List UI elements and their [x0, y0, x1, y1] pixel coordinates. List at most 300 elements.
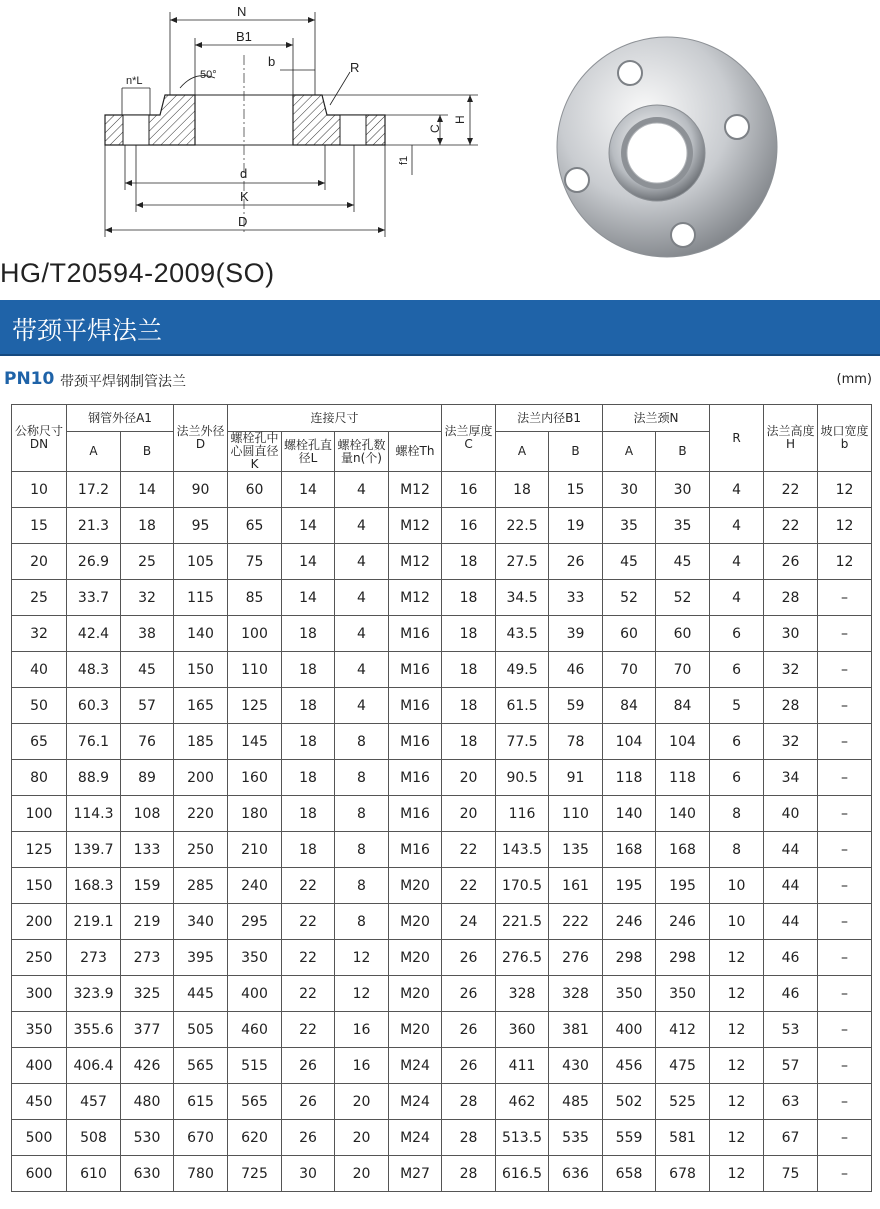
- table-row: [12, 580, 872, 616]
- table-cell: M16: [389, 616, 442, 652]
- table-cell: 30: [282, 1156, 335, 1192]
- table-cell: 300: [12, 976, 67, 1012]
- table-cell: 26: [282, 1048, 335, 1084]
- table-cell: 46: [764, 940, 818, 976]
- table-cell: 44: [764, 868, 818, 904]
- table-cell: 139.7: [67, 832, 121, 868]
- dim-label-b: b: [268, 54, 276, 69]
- table-cell: 59: [549, 688, 603, 724]
- table-cell: 658: [603, 1156, 656, 1192]
- header-r: R: [710, 405, 764, 472]
- table-cell: 325: [121, 976, 174, 1012]
- table-cell: 4: [335, 688, 389, 724]
- table-cell: M16: [389, 652, 442, 688]
- table-cell: –: [818, 904, 872, 940]
- table-cell: 600: [12, 1156, 67, 1192]
- table-cell: 4: [710, 544, 764, 580]
- table-cell: 508: [67, 1120, 121, 1156]
- table-cell: 246: [656, 904, 710, 940]
- table-cell: 18: [282, 724, 335, 760]
- table-cell: 328: [496, 976, 549, 1012]
- table-cell: 12: [818, 544, 872, 580]
- table-cell: 222: [549, 904, 603, 940]
- table-cell: 85: [228, 580, 282, 616]
- table-cell: 44: [764, 904, 818, 940]
- table-row: [12, 760, 872, 796]
- table-row: [12, 508, 872, 544]
- table-cell: 125: [228, 688, 282, 724]
- table-cell: 33: [549, 580, 603, 616]
- table-cell: 12: [818, 472, 872, 508]
- table-cell: M16: [389, 688, 442, 724]
- table-cell: 28: [442, 1120, 496, 1156]
- table-cell: 46: [549, 652, 603, 688]
- table-cell: 8: [335, 868, 389, 904]
- table-cell: 400: [228, 976, 282, 1012]
- table-cell: 10: [12, 472, 67, 508]
- table-cell: 16: [442, 472, 496, 508]
- table-cell: 12: [710, 1156, 764, 1192]
- table-cell: 219: [121, 904, 174, 940]
- table-cell: 513.5: [496, 1120, 549, 1156]
- table-cell: 60: [603, 616, 656, 652]
- table-cell: 88.9: [67, 760, 121, 796]
- table-cell: 116: [496, 796, 549, 832]
- banner-title: 带颈平焊法兰: [12, 316, 163, 345]
- table-cell: 12: [710, 1012, 764, 1048]
- table-row: [12, 688, 872, 724]
- table-cell: 20: [12, 544, 67, 580]
- table-cell: 298: [656, 940, 710, 976]
- table-cell: 210: [228, 832, 282, 868]
- table-cell: 32: [764, 652, 818, 688]
- table-cell: 12: [335, 976, 389, 1012]
- dim-label-h: H: [453, 115, 467, 124]
- table-cell: 65: [228, 508, 282, 544]
- table-cell: 159: [121, 868, 174, 904]
- dim-label-d-large: D: [238, 214, 248, 229]
- table-cell: 480: [121, 1084, 174, 1120]
- table-cell: 610: [67, 1156, 121, 1192]
- table-cell: 400: [603, 1012, 656, 1048]
- table-cell: 581: [656, 1120, 710, 1156]
- table-cell: M20: [389, 904, 442, 940]
- table-row: [12, 1012, 872, 1048]
- table-cell: M20: [389, 940, 442, 976]
- table-cell: 565: [174, 1048, 228, 1084]
- table-cell: 35: [603, 508, 656, 544]
- table-cell: 45: [603, 544, 656, 580]
- table-cell: 360: [496, 1012, 549, 1048]
- table-cell: –: [818, 580, 872, 616]
- table-cell: 32: [121, 580, 174, 616]
- table-cell: 65: [12, 724, 67, 760]
- table-cell: M27: [389, 1156, 442, 1192]
- table-cell: –: [818, 796, 872, 832]
- table-row: [12, 472, 872, 508]
- table-cell: 150: [174, 652, 228, 688]
- table-cell: 195: [656, 868, 710, 904]
- dim-label-c: C: [428, 124, 442, 133]
- table-cell: 615: [174, 1084, 228, 1120]
- dim-label-b1: B1: [236, 29, 252, 44]
- table-cell: 350: [656, 976, 710, 1012]
- table-cell: M12: [389, 508, 442, 544]
- table-cell: 161: [549, 868, 603, 904]
- table-cell: 16: [335, 1012, 389, 1048]
- table-cell: M24: [389, 1048, 442, 1084]
- table-cell: 328: [549, 976, 603, 1012]
- table-cell: 50: [12, 688, 67, 724]
- table-cell: 250: [12, 940, 67, 976]
- table-row: [12, 1084, 872, 1120]
- table-cell: 525: [656, 1084, 710, 1120]
- table-cell: 616.5: [496, 1156, 549, 1192]
- table-cell: 12: [818, 508, 872, 544]
- table-cell: 105: [174, 544, 228, 580]
- table-row: [12, 868, 872, 904]
- table-cell: 195: [603, 868, 656, 904]
- table-cell: M12: [389, 580, 442, 616]
- table-cell: 15: [549, 472, 603, 508]
- table-cell: 26: [549, 544, 603, 580]
- table-cell: 150: [12, 868, 67, 904]
- table-cell: 462: [496, 1084, 549, 1120]
- table-row: [12, 832, 872, 868]
- table-cell: 10: [710, 904, 764, 940]
- table-cell: 18: [282, 688, 335, 724]
- table-cell: M12: [389, 544, 442, 580]
- table-cell: 10: [710, 868, 764, 904]
- table-cell: 14: [282, 544, 335, 580]
- table-cell: 445: [174, 976, 228, 1012]
- table-cell: 485: [549, 1084, 603, 1120]
- table-cell: 168.3: [67, 868, 121, 904]
- table-cell: M16: [389, 796, 442, 832]
- table-cell: –: [818, 832, 872, 868]
- table-cell: 20: [442, 760, 496, 796]
- table-row: [12, 616, 872, 652]
- table-cell: –: [818, 1156, 872, 1192]
- table-cell: 17.2: [67, 472, 121, 508]
- table-cell: 4: [335, 652, 389, 688]
- table-cell: –: [818, 688, 872, 724]
- table-cell: 30: [603, 472, 656, 508]
- table-cell: 34.5: [496, 580, 549, 616]
- table-cell: 26: [442, 940, 496, 976]
- table-row: [12, 1048, 872, 1084]
- table-cell: 630: [121, 1156, 174, 1192]
- table-cell: 91: [549, 760, 603, 796]
- table-cell: 28: [764, 580, 818, 616]
- table-cell: 57: [121, 688, 174, 724]
- dim-label-r: R: [350, 60, 360, 75]
- table-cell: 185: [174, 724, 228, 760]
- table-cell: 104: [603, 724, 656, 760]
- table-cell: 16: [442, 508, 496, 544]
- table-cell: 76: [121, 724, 174, 760]
- header-bore-b: B: [549, 432, 603, 472]
- table-cell: 18: [442, 616, 496, 652]
- table-cell: 14: [121, 472, 174, 508]
- table-cell: 95: [174, 508, 228, 544]
- table-cell: 475: [656, 1048, 710, 1084]
- table-cell: 220: [174, 796, 228, 832]
- table-cell: 140: [656, 796, 710, 832]
- table-cell: 8: [335, 796, 389, 832]
- table-cell: 18: [282, 652, 335, 688]
- table-cell: 100: [228, 616, 282, 652]
- table-cell: 90.5: [496, 760, 549, 796]
- table-cell: 26: [282, 1120, 335, 1156]
- table-cell: 42.4: [67, 616, 121, 652]
- table-cell: 780: [174, 1156, 228, 1192]
- table-cell: 400: [12, 1048, 67, 1084]
- table-cell: 18: [442, 688, 496, 724]
- section-banner: [0, 300, 880, 356]
- table-cell: 20: [442, 796, 496, 832]
- table-cell: 22: [282, 1012, 335, 1048]
- table-body: [12, 472, 872, 1192]
- table-cell: 90: [174, 472, 228, 508]
- header-thickness: 法兰厚度C: [442, 405, 496, 472]
- table-cell: 273: [121, 940, 174, 976]
- dim-label-k: K: [240, 189, 249, 204]
- table-cell: 4: [335, 508, 389, 544]
- table-cell: 78: [549, 724, 603, 760]
- table-cell: M24: [389, 1084, 442, 1120]
- table-cell: 30: [656, 472, 710, 508]
- table-cell: 678: [656, 1156, 710, 1192]
- table-cell: –: [818, 760, 872, 796]
- table-cell: 456: [603, 1048, 656, 1084]
- table-cell: M16: [389, 760, 442, 796]
- table-cell: 18: [282, 616, 335, 652]
- table-cell: 46: [764, 976, 818, 1012]
- table-cell: 276: [549, 940, 603, 976]
- unit-label: (mm): [836, 372, 872, 387]
- header-flange-od: 法兰外径D: [174, 405, 228, 472]
- table-cell: 200: [12, 904, 67, 940]
- table-cell: 4: [335, 472, 389, 508]
- table-cell: 15: [12, 508, 67, 544]
- table-cell: 26: [442, 1048, 496, 1084]
- table-cell: 460: [228, 1012, 282, 1048]
- table-cell: 12: [710, 1084, 764, 1120]
- table-cell: 8: [335, 904, 389, 940]
- table-cell: 80: [12, 760, 67, 796]
- table-cell: 4: [335, 580, 389, 616]
- header-dn: 公称尺寸DN: [12, 405, 67, 472]
- header-bore-a: A: [496, 432, 549, 472]
- table-cell: 20: [335, 1084, 389, 1120]
- table-cell: 295: [228, 904, 282, 940]
- table-cell: 89: [121, 760, 174, 796]
- table-cell: 32: [12, 616, 67, 652]
- table-cell: 16: [335, 1048, 389, 1084]
- table-cell: 28: [442, 1156, 496, 1192]
- table-cell: –: [818, 652, 872, 688]
- table-cell: 170.5: [496, 868, 549, 904]
- table-row: [12, 1120, 872, 1156]
- table-cell: M24: [389, 1120, 442, 1156]
- table-row: [12, 544, 872, 580]
- table-cell: 114.3: [67, 796, 121, 832]
- table-cell: 39: [549, 616, 603, 652]
- table-cell: 6: [710, 652, 764, 688]
- table-cell: –: [818, 1084, 872, 1120]
- table-cell: 40: [764, 796, 818, 832]
- table-cell: 426: [121, 1048, 174, 1084]
- table-cell: 180: [228, 796, 282, 832]
- table-cell: 52: [656, 580, 710, 616]
- table-cell: 411: [496, 1048, 549, 1084]
- table-cell: –: [818, 1048, 872, 1084]
- header-bolt-count: 螺栓孔数量n(个): [335, 432, 389, 472]
- header-bolt: 螺栓Th: [389, 432, 442, 472]
- table-cell: 22: [442, 832, 496, 868]
- table-cell: 118: [603, 760, 656, 796]
- table-cell: 4: [335, 544, 389, 580]
- table-cell: 430: [549, 1048, 603, 1084]
- table-cell: 350: [228, 940, 282, 976]
- table-cell: 70: [603, 652, 656, 688]
- table-cell: 84: [656, 688, 710, 724]
- table-cell: 725: [228, 1156, 282, 1192]
- table-cell: M20: [389, 1012, 442, 1048]
- table-cell: 110: [228, 652, 282, 688]
- table-cell: –: [818, 976, 872, 1012]
- dim-label-f1: f1: [398, 155, 410, 165]
- table-cell: 381: [549, 1012, 603, 1048]
- table-cell: 14: [282, 508, 335, 544]
- table-cell: 450: [12, 1084, 67, 1120]
- table-cell: M16: [389, 832, 442, 868]
- table-cell: 20: [335, 1156, 389, 1192]
- table-cell: M16: [389, 724, 442, 760]
- table-cell: –: [818, 940, 872, 976]
- table-cell: 4: [335, 616, 389, 652]
- table-cell: 395: [174, 940, 228, 976]
- table-cell: 22.5: [496, 508, 549, 544]
- table-cell: 355.6: [67, 1012, 121, 1048]
- table-cell: 22: [282, 904, 335, 940]
- table-cell: 8: [710, 796, 764, 832]
- table-cell: 34: [764, 760, 818, 796]
- table-cell: 12: [710, 1048, 764, 1084]
- table-cell: 52: [603, 580, 656, 616]
- table-cell: 26: [764, 544, 818, 580]
- table-cell: M20: [389, 868, 442, 904]
- table-cell: 19: [549, 508, 603, 544]
- table-cell: 104: [656, 724, 710, 760]
- table-cell: 57: [764, 1048, 818, 1084]
- table-cell: 84: [603, 688, 656, 724]
- table-cell: 18: [442, 724, 496, 760]
- table-row: [12, 904, 872, 940]
- header-pipe-od: 钢管外径A1: [67, 405, 174, 432]
- dim-label-angle: 50°: [200, 69, 217, 81]
- table-cell: 168: [603, 832, 656, 868]
- table-cell: 76.1: [67, 724, 121, 760]
- table-cell: 115: [174, 580, 228, 616]
- table-cell: 8: [335, 832, 389, 868]
- table-cell: 4: [710, 508, 764, 544]
- table-cell: 670: [174, 1120, 228, 1156]
- table-cell: 18: [496, 472, 549, 508]
- table-cell: 559: [603, 1120, 656, 1156]
- table-cell: 8: [710, 832, 764, 868]
- table-cell: 22: [282, 868, 335, 904]
- table-cell: –: [818, 1012, 872, 1048]
- table-cell: 143.5: [496, 832, 549, 868]
- header-neck-b: B: [656, 432, 710, 472]
- table-cell: 60: [228, 472, 282, 508]
- table-cell: 28: [764, 688, 818, 724]
- table-cell: 26.9: [67, 544, 121, 580]
- table-cell: M12: [389, 472, 442, 508]
- table-cell: 38: [121, 616, 174, 652]
- table-cell: 28: [442, 1084, 496, 1120]
- table-cell: 26: [282, 1084, 335, 1120]
- table-cell: 221.5: [496, 904, 549, 940]
- table-cell: 505: [174, 1012, 228, 1048]
- table-cell: 12: [710, 1120, 764, 1156]
- table-cell: M20: [389, 976, 442, 1012]
- table-cell: 60.3: [67, 688, 121, 724]
- table-row: [12, 976, 872, 1012]
- header-neck-a: A: [603, 432, 656, 472]
- table-cell: 108: [121, 796, 174, 832]
- table-title: 带颈平焊钢制管法兰: [60, 374, 186, 390]
- table-cell: 60: [656, 616, 710, 652]
- table-cell: 276.5: [496, 940, 549, 976]
- table-cell: 6: [710, 724, 764, 760]
- table-cell: 32: [764, 724, 818, 760]
- table-cell: 6: [710, 760, 764, 796]
- table-cell: 565: [228, 1084, 282, 1120]
- table-cell: 14: [282, 580, 335, 616]
- table-cell: 246: [603, 904, 656, 940]
- table-cell: 22: [764, 508, 818, 544]
- header-connection: 连接尺寸: [228, 405, 442, 432]
- table-cell: 45: [121, 652, 174, 688]
- table-cell: 515: [228, 1048, 282, 1084]
- table-cell: 219.1: [67, 904, 121, 940]
- table-cell: 636: [549, 1156, 603, 1192]
- table-cell: 18: [121, 508, 174, 544]
- header-neck: 法兰颈N: [603, 405, 710, 432]
- table-cell: 620: [228, 1120, 282, 1156]
- table-cell: –: [818, 724, 872, 760]
- table-cell: 6: [710, 616, 764, 652]
- table-cell: 18: [442, 652, 496, 688]
- table-cell: 22: [764, 472, 818, 508]
- table-cell: 298: [603, 940, 656, 976]
- dim-label-nl: n*L: [126, 75, 143, 87]
- flange-photo: [555, 35, 780, 260]
- table-cell: 240: [228, 868, 282, 904]
- table-cell: 323.9: [67, 976, 121, 1012]
- table-cell: 63: [764, 1084, 818, 1120]
- dim-label-d-small: d: [240, 166, 248, 181]
- table-cell: 27.5: [496, 544, 549, 580]
- header-bore: 法兰内径B1: [496, 405, 603, 432]
- table-row: [12, 724, 872, 760]
- dim-label-n: N: [237, 4, 247, 19]
- table-cell: 12: [335, 940, 389, 976]
- table-cell: 20: [335, 1120, 389, 1156]
